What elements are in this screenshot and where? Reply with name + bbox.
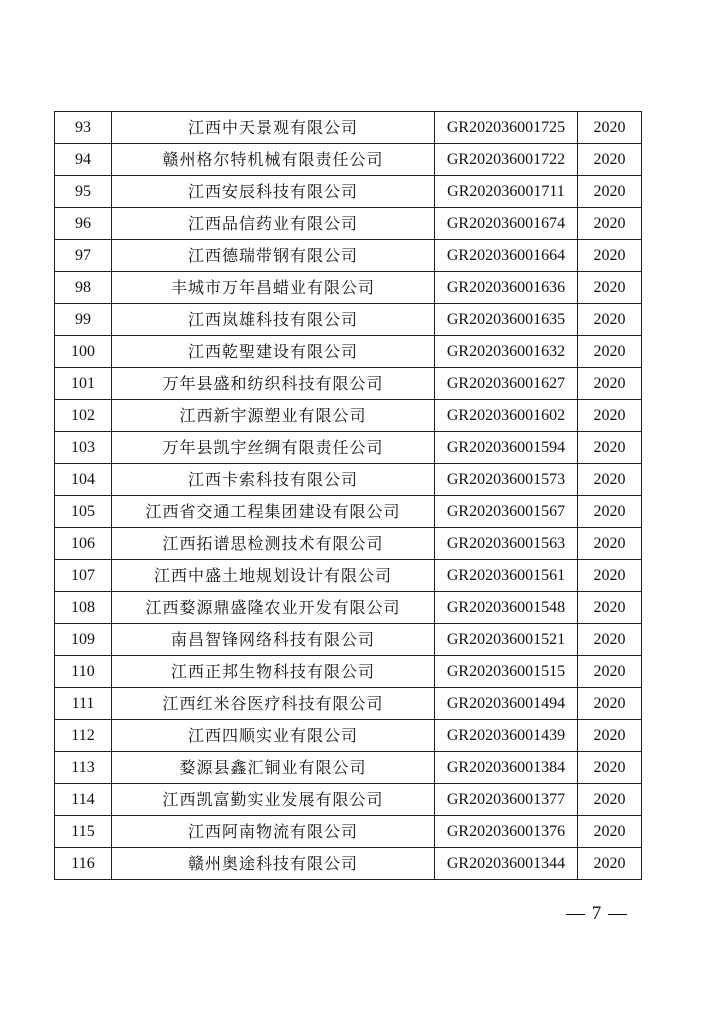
year-cell: 2020 <box>578 176 642 208</box>
certificate-code-cell: GR202036001725 <box>435 112 578 144</box>
table-row <box>55 720 642 752</box>
row-number-cell: 111 <box>55 688 112 720</box>
row-number-cell: 115 <box>55 816 112 848</box>
table-row <box>55 592 642 624</box>
certificate-code-cell: GR202036001521 <box>435 624 578 656</box>
row-number-cell: 102 <box>55 400 112 432</box>
row-number-cell: 94 <box>55 144 112 176</box>
row-number-cell: 99 <box>55 304 112 336</box>
year-cell: 2020 <box>578 400 642 432</box>
year-cell: 2020 <box>578 592 642 624</box>
table-row <box>55 336 642 368</box>
table-row <box>55 176 642 208</box>
certificate-code-cell: GR202036001722 <box>435 144 578 176</box>
company-name-cell: 江西中盛土地规划设计有限公司 <box>112 560 435 592</box>
registry-table-body <box>55 112 642 880</box>
row-number-cell: 93 <box>55 112 112 144</box>
certificate-code-cell: GR202036001632 <box>435 336 578 368</box>
company-name-cell: 江西德瑞带钢有限公司 <box>112 240 435 272</box>
certificate-code-cell: GR202036001548 <box>435 592 578 624</box>
year-cell: 2020 <box>578 496 642 528</box>
table-row <box>55 656 642 688</box>
certificate-code-cell: GR202036001567 <box>435 496 578 528</box>
year-cell: 2020 <box>578 720 642 752</box>
table-row <box>55 528 642 560</box>
company-name-cell: 江西乾聖建设有限公司 <box>112 336 435 368</box>
year-cell: 2020 <box>578 688 642 720</box>
year-cell: 2020 <box>578 560 642 592</box>
table-row <box>55 496 642 528</box>
row-number-cell: 97 <box>55 240 112 272</box>
table-row <box>55 240 642 272</box>
certificate-code-cell: GR202036001573 <box>435 464 578 496</box>
row-number-cell: 105 <box>55 496 112 528</box>
company-name-cell: 江西红米谷医疗科技有限公司 <box>112 688 435 720</box>
company-name-cell: 江西卡索科技有限公司 <box>112 464 435 496</box>
row-number-cell: 107 <box>55 560 112 592</box>
year-cell: 2020 <box>578 336 642 368</box>
certificate-code-cell: GR202036001515 <box>435 656 578 688</box>
row-number-cell: 103 <box>55 432 112 464</box>
year-cell: 2020 <box>578 368 642 400</box>
certificate-code-cell: GR202036001636 <box>435 272 578 304</box>
company-name-cell: 江西省交通工程集团建设有限公司 <box>112 496 435 528</box>
table-row <box>55 400 642 432</box>
year-cell: 2020 <box>578 624 642 656</box>
company-registry-table <box>54 111 642 880</box>
certificate-code-cell: GR202036001602 <box>435 400 578 432</box>
certificate-code-cell: GR202036001494 <box>435 688 578 720</box>
year-cell: 2020 <box>578 848 642 880</box>
table-row <box>55 784 642 816</box>
company-name-cell: 江西阿南物流有限公司 <box>112 816 435 848</box>
year-cell: 2020 <box>578 432 642 464</box>
year-cell: 2020 <box>578 304 642 336</box>
year-cell: 2020 <box>578 752 642 784</box>
company-name-cell: 江西凯富勤实业发展有限公司 <box>112 784 435 816</box>
certificate-code-cell: GR202036001376 <box>435 816 578 848</box>
year-cell: 2020 <box>578 816 642 848</box>
row-number-cell: 110 <box>55 656 112 688</box>
row-number-cell: 112 <box>55 720 112 752</box>
company-name-cell: 江西安辰科技有限公司 <box>112 176 435 208</box>
certificate-code-cell: GR202036001384 <box>435 752 578 784</box>
table-row <box>55 848 642 880</box>
page-number: — 7 — <box>566 903 628 924</box>
company-name-cell: 江西品信药业有限公司 <box>112 208 435 240</box>
table-row <box>55 560 642 592</box>
certificate-code-cell: GR202036001635 <box>435 304 578 336</box>
company-name-cell: 万年县盛和纺织科技有限公司 <box>112 368 435 400</box>
company-name-cell: 丰城市万年昌蜡业有限公司 <box>112 272 435 304</box>
company-name-cell: 江西中天景观有限公司 <box>112 112 435 144</box>
row-number-cell: 96 <box>55 208 112 240</box>
year-cell: 2020 <box>578 240 642 272</box>
row-number-cell: 95 <box>55 176 112 208</box>
table-row <box>55 368 642 400</box>
row-number-cell: 116 <box>55 848 112 880</box>
company-name-cell: 赣州格尔特机械有限责任公司 <box>112 144 435 176</box>
table-row <box>55 816 642 848</box>
table-row <box>55 624 642 656</box>
row-number-cell: 113 <box>55 752 112 784</box>
company-name-cell: 江西新宇源塑业有限公司 <box>112 400 435 432</box>
row-number-cell: 109 <box>55 624 112 656</box>
certificate-code-cell: GR202036001664 <box>435 240 578 272</box>
certificate-code-cell: GR202036001344 <box>435 848 578 880</box>
year-cell: 2020 <box>578 112 642 144</box>
company-name-cell: 赣州奥途科技有限公司 <box>112 848 435 880</box>
year-cell: 2020 <box>578 528 642 560</box>
certificate-code-cell: GR202036001627 <box>435 368 578 400</box>
table-row <box>55 208 642 240</box>
year-cell: 2020 <box>578 464 642 496</box>
table-row <box>55 304 642 336</box>
row-number-cell: 101 <box>55 368 112 400</box>
row-number-cell: 98 <box>55 272 112 304</box>
company-name-cell: 江西婺源鼎盛隆农业开发有限公司 <box>112 592 435 624</box>
company-name-cell: 南昌智锋网络科技有限公司 <box>112 624 435 656</box>
company-name-cell: 江西正邦生物科技有限公司 <box>112 656 435 688</box>
row-number-cell: 108 <box>55 592 112 624</box>
company-name-cell: 江西四顺实业有限公司 <box>112 720 435 752</box>
certificate-code-cell: GR202036001439 <box>435 720 578 752</box>
company-name-cell: 万年县凯宇丝绸有限责任公司 <box>112 432 435 464</box>
year-cell: 2020 <box>578 784 642 816</box>
year-cell: 2020 <box>578 272 642 304</box>
row-number-cell: 100 <box>55 336 112 368</box>
table-row <box>55 688 642 720</box>
certificate-code-cell: GR202036001594 <box>435 432 578 464</box>
table-row <box>55 432 642 464</box>
certificate-code-cell: GR202036001711 <box>435 176 578 208</box>
row-number-cell: 104 <box>55 464 112 496</box>
table-row <box>55 112 642 144</box>
certificate-code-cell: GR202036001563 <box>435 528 578 560</box>
row-number-cell: 114 <box>55 784 112 816</box>
table-row <box>55 144 642 176</box>
year-cell: 2020 <box>578 144 642 176</box>
company-name-cell: 婺源县鑫汇铜业有限公司 <box>112 752 435 784</box>
row-number-cell: 106 <box>55 528 112 560</box>
certificate-code-cell: GR202036001561 <box>435 560 578 592</box>
table-row <box>55 752 642 784</box>
company-name-cell: 江西拓谱思检测技术有限公司 <box>112 528 435 560</box>
company-name-cell: 江西岚雄科技有限公司 <box>112 304 435 336</box>
year-cell: 2020 <box>578 208 642 240</box>
table-row <box>55 464 642 496</box>
certificate-code-cell: GR202036001674 <box>435 208 578 240</box>
table-row <box>55 272 642 304</box>
year-cell: 2020 <box>578 656 642 688</box>
certificate-code-cell: GR202036001377 <box>435 784 578 816</box>
